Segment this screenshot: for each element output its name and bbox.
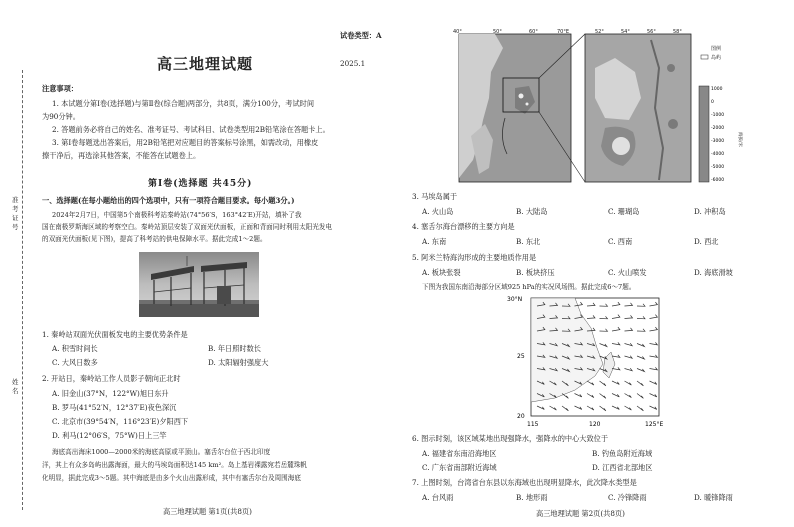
notice-line-3: 2. 答题前务必将自己的姓名、准考证号、考试科目、试卷类型用2B铅笔涂在答题卡上。: [52, 125, 330, 134]
map-lon-label-1: 40°: [453, 29, 462, 35]
wind-lat-30: 30°N: [507, 296, 523, 303]
question-2: 2. 开站日，秦岭站工作人员影子朝向正北时: [42, 374, 181, 383]
legend-scale: [711, 86, 724, 183]
q2-option-a[interactable]: A. 旧金山(37°N，122°W)旭日东升: [52, 389, 169, 398]
legend-color-bar: [699, 86, 709, 182]
passage1-line-2: 国在南极罗斯海区域的考察空白。秦岭站顶层安装了双面光伏面板，正面和背面同时利用太阳光发电: [42, 223, 333, 231]
q5-option-d[interactable]: D. 海底滑坡: [694, 268, 733, 277]
map-lon-label-6: 54°: [621, 29, 630, 35]
q6-option-a[interactable]: A. 福建省东南沿海地区: [422, 449, 497, 458]
passage2-line-2: 洋，其上有众多岛屿出露海面，最大的马埃岛面积达145 km²。岛上基岩裸露宛若岳麓珠帆: [42, 461, 307, 469]
page1-footer: 高三地理试题 第1页(共8页): [163, 507, 252, 516]
legend-value: -6000: [711, 178, 725, 183]
q3-option-b[interactable]: B. 大陆岛: [516, 207, 548, 216]
legend-island-swatch: [701, 55, 708, 59]
map-lon-label-7: 56°: [647, 29, 656, 35]
legend-value: -2000: [711, 126, 725, 131]
q2-option-c[interactable]: C. 北京市(39°54′N，116°23′E)夕阳西下: [52, 417, 189, 426]
section-title: 第Ⅰ卷(选择题 共45分): [148, 179, 253, 189]
map-lon-label-5: 52°: [595, 29, 604, 35]
seychelles-map-figure: [445, 28, 763, 186]
question-7: 7. 上图时刻，台湾省台东县以东海域也出现明显降水，此次降水类型是: [412, 478, 637, 487]
notice-heading: 注意事项：: [42, 84, 78, 93]
q7-option-b[interactable]: B. 地形雨: [516, 493, 548, 502]
question-5: 5. 阿米兰特海沟形成的主要地质作用是: [412, 253, 537, 262]
exam-type-label: 试卷类型：A: [340, 31, 382, 40]
q3-option-d[interactable]: D. 冲积岛: [694, 207, 726, 216]
passage1-line-1: 2024年2月7日，中国第5个南极科考站秦岭站(74°56′S，163°42′E)开站，填补了我: [52, 211, 302, 219]
passage2-line-1: 海底高出海床1000—2000米的海底高原或平顶山。塞舌尔台位于西北印度: [52, 448, 271, 456]
q4-option-b[interactable]: B. 东北: [516, 237, 541, 246]
wind-lat-25: 25: [517, 353, 525, 360]
wind-lon-125: 125°E: [645, 421, 664, 428]
notice-line-5: 擦干净后，再选涂其他答案，不能答在试题卷上。: [42, 151, 201, 160]
passage3: 下图为我国东南沿海部分区域925 hPa的实况风场图。据此完成6～7题。: [422, 283, 636, 291]
q5-option-b[interactable]: B. 板块挤压: [516, 268, 555, 277]
q1-option-a[interactable]: A. 积雪时间长: [52, 344, 98, 353]
notice-line-4: 3. 第Ⅰ卷每题选出答案后，用2B铅笔把对应题目的答案标号涂黑，如需改动，用橡皮: [52, 138, 319, 147]
page-title: 高三地理试题: [157, 55, 254, 73]
wind-lat-20: 20: [517, 413, 525, 420]
map-lon-label-4: 70°E: [557, 29, 570, 35]
q3-option-a[interactable]: A. 火山岛: [422, 207, 454, 216]
notice-line-2: 为90分钟。: [42, 112, 80, 121]
legend-title: 图例: [711, 46, 722, 52]
q4-option-c[interactable]: C. 西南: [608, 237, 633, 246]
map-lon-label-3: 60°: [529, 29, 538, 35]
legend-value: 1000: [711, 87, 723, 92]
question-4: 4. 塞舌尔海台漂移的主要方向是: [412, 222, 515, 231]
candidate-number-label: 准考证号: [12, 196, 19, 231]
passage1-line-3: 的双面光伏面板(见下图)，提高了科考站的供电保障水平。据此完成1～2题。: [42, 235, 267, 243]
exam-date: 2025.1: [340, 59, 366, 68]
binding-line: [22, 70, 23, 510]
q2-option-d[interactable]: D. 利马(12°06′S，75°W)日上三竿: [52, 431, 167, 440]
page2-footer: 高三地理试题 第2页(共8页): [536, 509, 625, 518]
section-intro: 一、选择题(在每小题给出的四个选项中，只有一项符合题目要求。每小题3分。): [42, 196, 295, 205]
legend-island-label: 岛屿: [711, 55, 722, 61]
q5-option-c[interactable]: C. 火山喷发: [608, 268, 647, 277]
wind-field-map: [505, 294, 675, 428]
notice-line-1: 1. 本试题分第Ⅰ卷(选择题)与第Ⅱ卷(综合题)两部分，共8页，满分100分，考试时间: [52, 99, 315, 108]
question-1: 1. 秦岭站双面光伏面板发电的主要优势条件是: [42, 330, 188, 339]
legend-unit: 海拔/米: [737, 132, 742, 148]
passage2-line-3: 化明显，据此完成3～5题。其中海底是由多个火山出露形成，其中有塞舌尔台及周围海底: [42, 474, 301, 482]
wind-lon-115: 115: [527, 421, 539, 428]
legend-value: -5000: [711, 165, 725, 170]
q6-option-d[interactable]: D. 江西省北部地区: [592, 463, 653, 472]
legend-value: -4000: [711, 152, 725, 157]
name-label: 姓名: [12, 378, 19, 395]
wind-lon-120: 120: [589, 421, 601, 428]
q4-option-d[interactable]: D. 西北: [694, 237, 719, 246]
map-lon-label-2: 50°: [493, 29, 502, 35]
question-6: 6. 图示时刻，该区域某地出现强降水，强降水的中心大致位于: [412, 434, 609, 443]
legend-value: -3000: [711, 139, 725, 144]
solar-panel-photo: [139, 252, 259, 317]
q1-option-b[interactable]: B. 年日照时数长: [208, 344, 261, 353]
q6-option-c[interactable]: C. 广东省南部附近海域: [422, 463, 497, 472]
q3-option-c[interactable]: C. 珊瑚岛: [608, 207, 640, 216]
map-lon-label-8: 58°: [673, 29, 682, 35]
question-3: 3. 马埃岛属于: [412, 192, 458, 201]
q6-option-b[interactable]: B. 钓鱼岛附近海域: [592, 449, 653, 458]
q1-option-d[interactable]: D. 太阳辐射强度大: [208, 358, 269, 367]
q4-option-a[interactable]: A. 东南: [422, 237, 447, 246]
q7-option-d[interactable]: D. 暖锋降雨: [694, 493, 733, 502]
legend-value: 0: [711, 100, 714, 105]
q7-option-a[interactable]: A. 台风雨: [422, 493, 454, 502]
q7-option-c[interactable]: C. 冷锋降雨: [608, 493, 647, 502]
q1-option-c[interactable]: C. 大风日数多: [52, 358, 98, 367]
q5-option-a[interactable]: A. 板块张裂: [422, 268, 461, 277]
q2-option-b[interactable]: B. 罗马(41°52′N，12°37′E)夜色深沉: [52, 403, 177, 412]
legend-value: -1000: [711, 113, 725, 118]
